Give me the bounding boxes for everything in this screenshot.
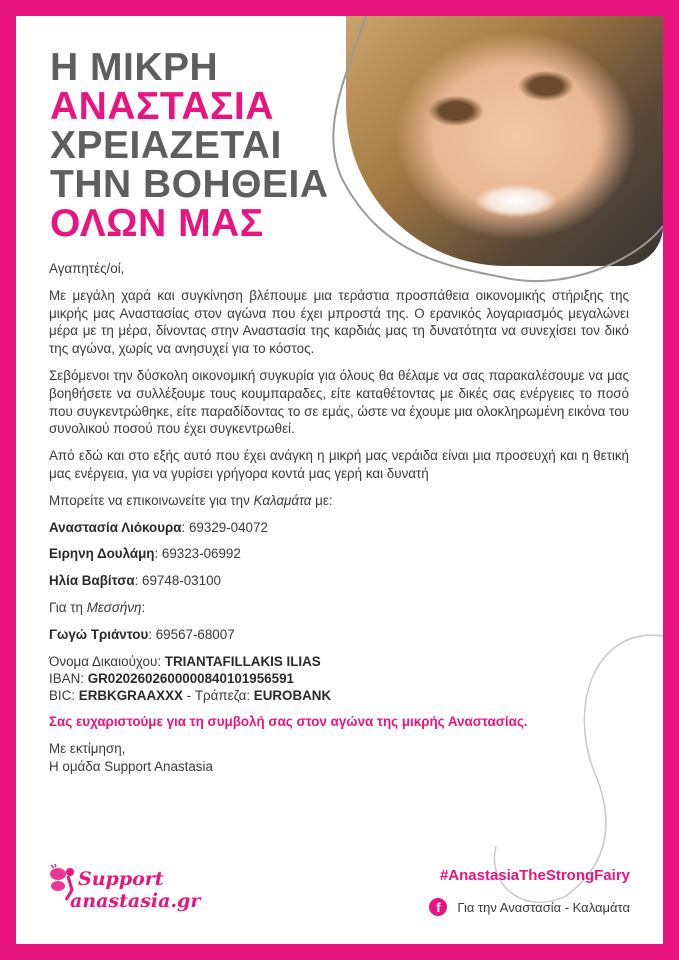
bank-name-value: EUROBANK bbox=[253, 687, 332, 703]
flyer-page bbox=[16, 16, 663, 944]
contact-item bbox=[49, 545, 629, 563]
support-anastasia-logo[interactable] bbox=[48, 864, 201, 924]
contact-name: Ηλία Βαβίτσα bbox=[49, 573, 135, 589]
contact-item bbox=[49, 572, 629, 590]
messini-intro bbox=[49, 599, 629, 617]
paragraph-3: Από εδώ και στο εξής αυτό που έχει ανάγκη η μικρή μας νεράιδα είναι μια προσευχή και η θετική μας ενέργεια, για να γυρίσει γρήγορα κοντά μας γερή και δυνατή bbox=[49, 448, 629, 481]
contact-intro-suffix: με: bbox=[311, 492, 333, 508]
headline-line-5: ΟΛΩΝ ΜΑΣ bbox=[50, 202, 264, 245]
messini-prefix: Για τη bbox=[49, 599, 87, 615]
headline-line-1: Η ΜΙΚΡΗ bbox=[50, 46, 219, 89]
facebook-icon: f bbox=[429, 898, 447, 916]
contact-name: Γωγώ Τριάντου bbox=[49, 626, 149, 642]
headline-line-2: ΑΝΑΣΤΑΣΙΑ bbox=[50, 85, 274, 128]
bank-holder-label: Όνομα Δικαιούχου: bbox=[49, 653, 165, 669]
bank-iban-value: GR0202602600000840101956591 bbox=[87, 670, 294, 686]
bank-holder-value: TRIANTAFILLAKIS ILIAS bbox=[164, 653, 321, 669]
messini-suffix: : bbox=[141, 599, 146, 615]
bank-iban-label: IBAN: bbox=[49, 670, 88, 686]
contact-phone: : 69329-04072 bbox=[181, 519, 268, 535]
contact-phone: : 69567-68007 bbox=[148, 626, 235, 642]
contact-phone: : 69323-06992 bbox=[154, 546, 241, 562]
greeting: Αγαπητές/οί, bbox=[49, 261, 125, 276]
paragraph-2: Σεβόμενοι την δύσκολη οικονομική συγκυρία για όλους θα θέλαμε να σας παρακαλέσουμε να μας βοηθήσετε να συλλέξουμε τους κουμπαραδες, είτε καταθέτοντας με δικές σας ενέργειες το ποσό που συγκεντρώθηκε, είτε παραδίδοντας το σε εμάς, ώστε να έχουμε μια ολοκληρωμένη εικόνα του συνολικού ποσού που έχει συγκεντρωθεί. bbox=[49, 367, 629, 437]
contact-intro-prefix: Μπορείτε να επικοινωνείτε για την bbox=[49, 492, 254, 508]
messini-city: Μεσσήνη bbox=[86, 599, 142, 615]
facebook-page-link[interactable] bbox=[429, 898, 630, 916]
bank-bic-label: BIC: bbox=[49, 687, 79, 703]
paragraph-1: Με μεγάλη χαρά και συγκίνηση βλέπουμε μια τεράστια προσπάθεια οικονομικής στήριξης της μικρής μας Αναστασίας στον αγώνα που έχει μπροστά της. Ο ερανικός λογαριασμός μεγαλώνει μέρα με τη μέρα, δίνοντας στην Αναστασία της καρδιάς μας τη δυνατότητα να συνεχίσει τον δικό της αγώνα, χωρίς να ανησυχεί για το κόστος. bbox=[49, 287, 629, 357]
logo-text-support: Support bbox=[78, 868, 164, 890]
signoff-1: Με εκτίμηση, bbox=[49, 741, 126, 757]
headline bbox=[50, 48, 350, 243]
contact-intro-city: Καλαμάτα bbox=[253, 492, 312, 508]
signoff-2: Η ομάδα Support Anastasia bbox=[49, 759, 213, 775]
contact-phone: : 69748-03100 bbox=[134, 573, 221, 589]
hashtag: #AnastasiaTheStrongFairy bbox=[439, 867, 630, 884]
bank-name-label: - Τράπεζα: bbox=[182, 687, 254, 703]
thanks-line: Σας ευχαριστούμε για τη συμβολή σας στον αγώνα της μικρής Αναστασίας. bbox=[49, 713, 528, 729]
facebook-page-name: Για την Αναστασία - Καλαμάτα bbox=[457, 899, 630, 915]
contact-intro bbox=[49, 492, 629, 510]
bank-bic-value: ERBKGRAAXXX bbox=[78, 687, 183, 703]
contact-item bbox=[49, 519, 629, 537]
logo-text-domain: anastasia.gr bbox=[70, 890, 201, 912]
contact-name: Ειρηνη Δουλάμη bbox=[49, 546, 155, 562]
headline-line-3: ΧΡΕΙΑΖΕΤΑΙ bbox=[50, 124, 282, 167]
contact-name: Αναστασία Λιόκουρα bbox=[49, 519, 182, 535]
headline-line-4: ΤΗΝ ΒΟΗΘΕΙΑ bbox=[50, 163, 329, 206]
